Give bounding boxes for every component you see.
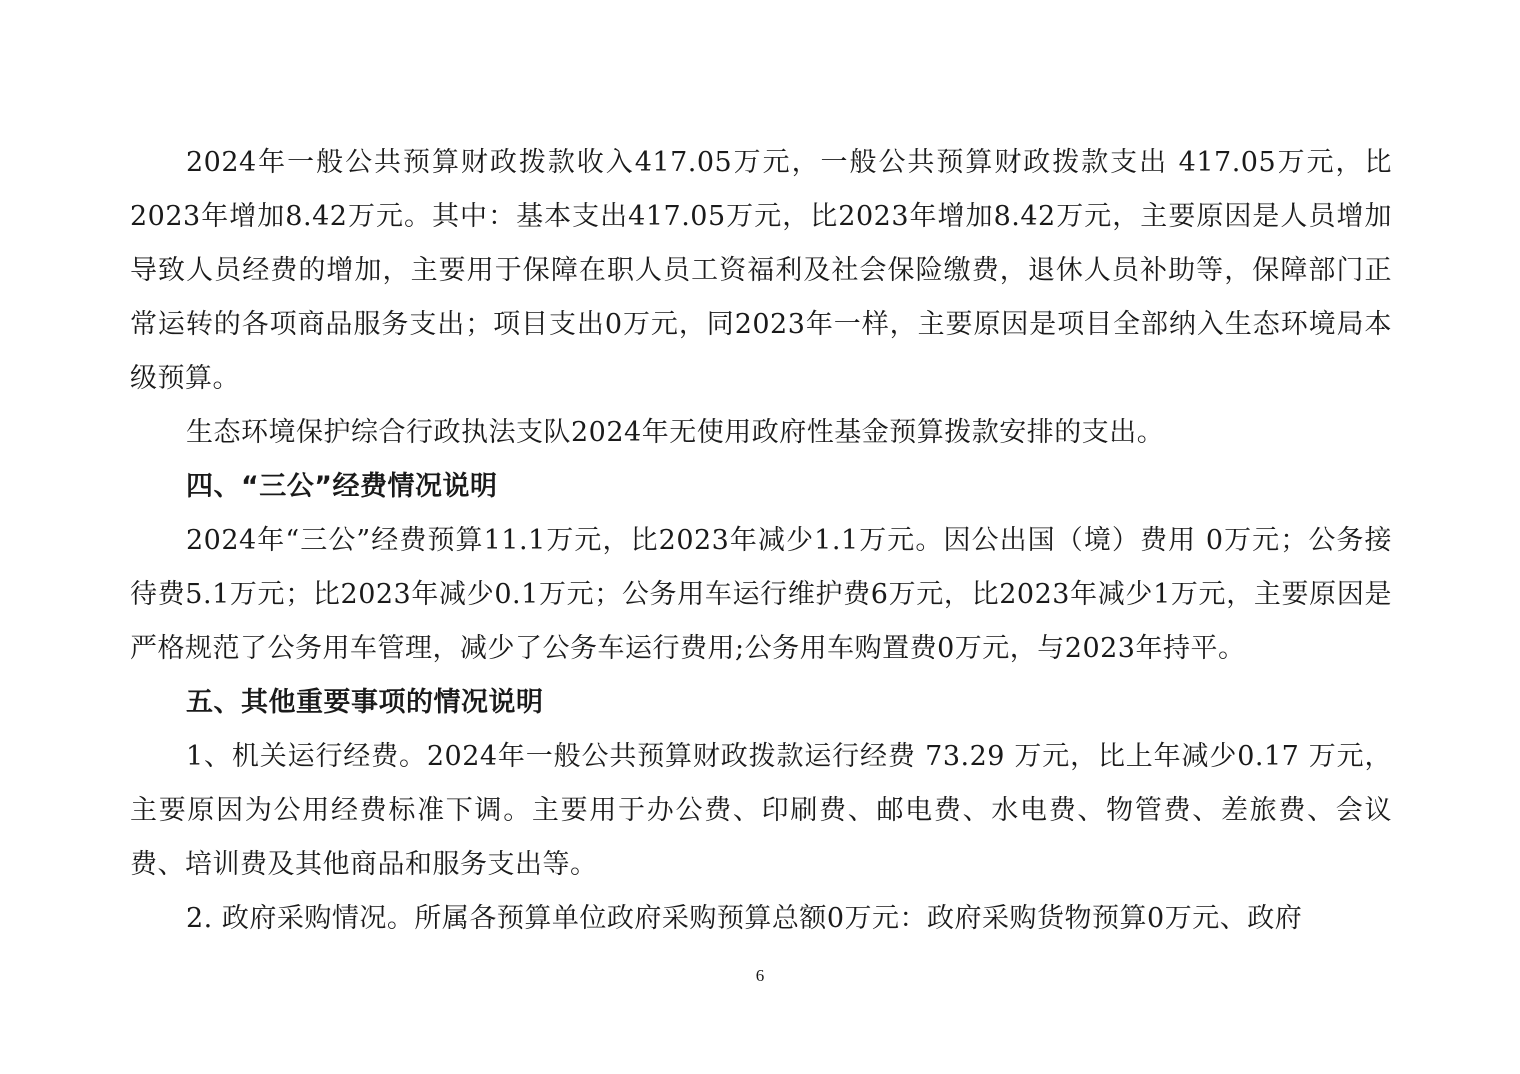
- paragraph-government-fund: 生态环境保护综合行政执法支队2024年无使用政府性基金预算拨款安排的支出。: [186, 417, 1165, 448]
- document-body: [130, 136, 1392, 946]
- page-number: 6: [755, 966, 765, 985]
- paragraph-procurement: 2. 政府采购情况。所属各预算单位政府采购预算总额0万元：政府采购货物预算0万元、政府: [186, 903, 1303, 934]
- paragraph-budget-income: 2024年一般公共预算财政拨款收入417.05万元，一般公共预算财政拨款支出 417.05万元，比2023年增加8.42万元。其中：基本支出417.05万元，比2023年增加8.42万元，主要原因是人员增加导致人员经费的增加，主要用于保障在职人员工资福利及社会保险缴费，退休人员补助等，保障部门正常运转的各项商品服务支出；项目支出0万元，同2023年一样，主要原因是项目全部纳入生态环境局本级预算。: [130, 147, 1392, 394]
- paragraph-three-public-expenses: 2024年“三公”经费预算11.1万元，比2023年减少1.1万元。因公出国（境）费用 0万元；公务接待费5.1万元；比2023年减少0.1万元；公务用车运行维护费6万元，比2023年减少1万元，主要原因是严格规范了公务用车管理，减少了公务车运行费用;公务用车购置费0万元，与2023年持平。: [130, 525, 1392, 664]
- section-heading-other-matters: 五、其他重要事项的情况说明: [186, 687, 544, 718]
- section-heading-three-public: 四、“三公”经费情况说明: [186, 471, 498, 502]
- paragraph-operating-expenses: 1、机关运行经费。2024年一般公共预算财政拨款运行经费 73.29 万元，比上年减少0.17 万元，主要原因为公用经费标准下调。主要用于办公费、印刷费、邮电费、水电费、物管费、差旅费、会议费、培训费及其他商品和服务支出等。: [130, 741, 1392, 880]
